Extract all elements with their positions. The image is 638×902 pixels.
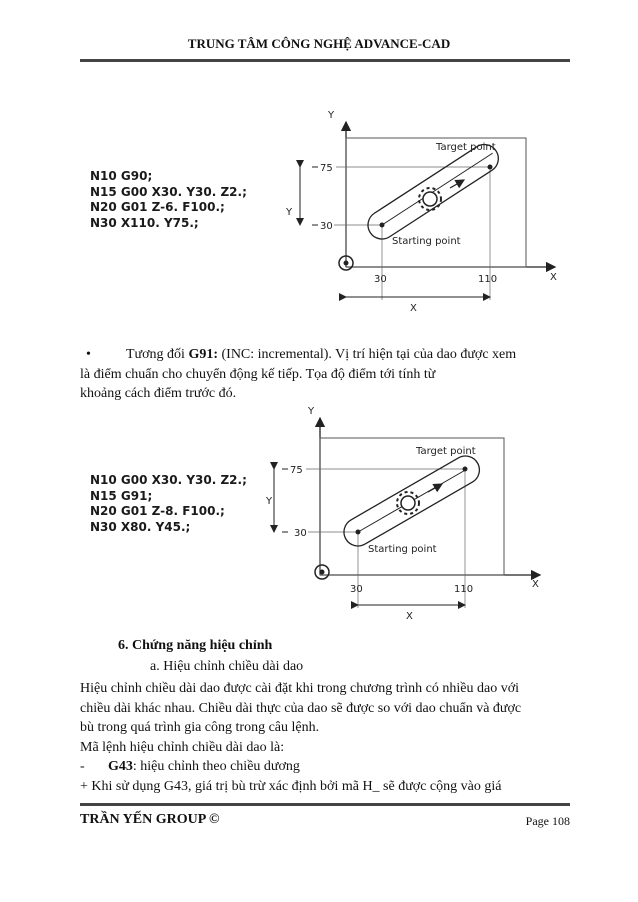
footer-brand: TRẦN YẾN GROUP ©: [80, 812, 220, 827]
body-line: + Khi sử dụng G43, giá trị bù trừ xác định bởi mã H_ sẽ được cộng vào giá: [80, 778, 502, 794]
section-heading: 6. Chứng năng hiệu chỉnh: [118, 638, 273, 653]
code-line: N30 X80. Y45.;: [90, 519, 191, 534]
g43-dash: -: [80, 759, 85, 774]
tool-gear-icon: [423, 192, 437, 206]
g91-paragraph: [80, 345, 570, 404]
bullet-line-3: khoảng cách điểm trước đó.: [80, 386, 237, 401]
y-dimension-label: Y: [266, 496, 273, 507]
code-line: N30 X110. Y75.;: [90, 215, 199, 230]
figure1-code-block: [90, 169, 247, 231]
bullet-symbol: •: [86, 347, 91, 362]
header-rule: [80, 59, 570, 62]
g43-text: : hiệu chỉnh theo chiều dương: [132, 759, 300, 774]
y-tick-30: 30: [294, 528, 307, 539]
figure2-diagram: [250, 400, 550, 625]
code-line: N10 G00 X30. Y30. Z2.;: [90, 473, 247, 487]
footer-page-number: Page 108: [525, 814, 570, 828]
bullet-text-post: (INC: incremental). Vị trí hiện tại của dao được xem: [218, 347, 517, 362]
figure2-code-block: [90, 473, 247, 535]
y-tick-75: 75: [320, 163, 333, 174]
tool-gear-icon: [401, 496, 415, 510]
section-subheading: a. Hiệu chỉnh chiều dài dao: [150, 659, 304, 674]
body-line: bù trong quá trình gia công trong câu lệnh.: [80, 720, 320, 735]
x-tick-110: 110: [478, 274, 498, 285]
y-tick-75: 75: [290, 465, 303, 476]
section-body: [80, 679, 570, 796]
body-line: chiều dài khác nhau. Chiều dài thực của dao sẽ được so với dao chuẩn và được: [80, 700, 522, 716]
y-tick-30: 30: [320, 221, 333, 232]
x-tick-30: 30: [374, 274, 387, 285]
target-point-label: Target point: [416, 446, 476, 457]
g43-line: [80, 757, 570, 777]
code-line: N15 G91;: [90, 488, 153, 503]
y-axis-label: Y: [328, 110, 335, 121]
body-line: Hiệu chỉnh chiều dài dao được cài đặt khi trong chương trình có nhiều dao với: [80, 681, 519, 696]
x-dimension-label: X: [410, 303, 417, 314]
code-line: N15 G00 X30. Y30. Z2.;: [90, 184, 247, 199]
x-dimension-label: X: [406, 611, 413, 622]
g91-code: G91:: [188, 347, 218, 362]
code-line: N20 G01 Z-8. F100.;: [90, 504, 225, 518]
body-line: Mã lệnh hiệu chỉnh chiều dài dao là:: [80, 739, 285, 755]
code-line: N10 G90;: [90, 169, 153, 183]
starting-point-label: Starting point: [368, 544, 437, 555]
page-header-title: TRUNG TÂM CÔNG NGHỆ ADVANCE-CAD: [187, 36, 451, 51]
x-tick-110: 110: [454, 584, 474, 595]
x-axis-label: X: [550, 272, 557, 283]
y-axis-label: Y: [308, 406, 315, 417]
code-line: N20 G01 Z-6. F100.;: [90, 200, 225, 214]
y-dimension-label: Y: [286, 207, 293, 218]
bullet-text-pre: Tương đối: [126, 347, 189, 362]
target-point-label: Target point: [436, 142, 496, 153]
starting-point-label: Starting point: [392, 236, 461, 247]
g43-code: G43: [108, 759, 133, 774]
x-tick-30: 30: [350, 584, 363, 595]
figure1-diagram: [270, 100, 570, 315]
bullet-line-2: là điểm chuẩn cho chuyển động kế tiếp. Tọa độ điểm tới tính từ: [80, 366, 436, 382]
x-axis-label: X: [532, 579, 539, 590]
footer-rule: [80, 803, 570, 806]
